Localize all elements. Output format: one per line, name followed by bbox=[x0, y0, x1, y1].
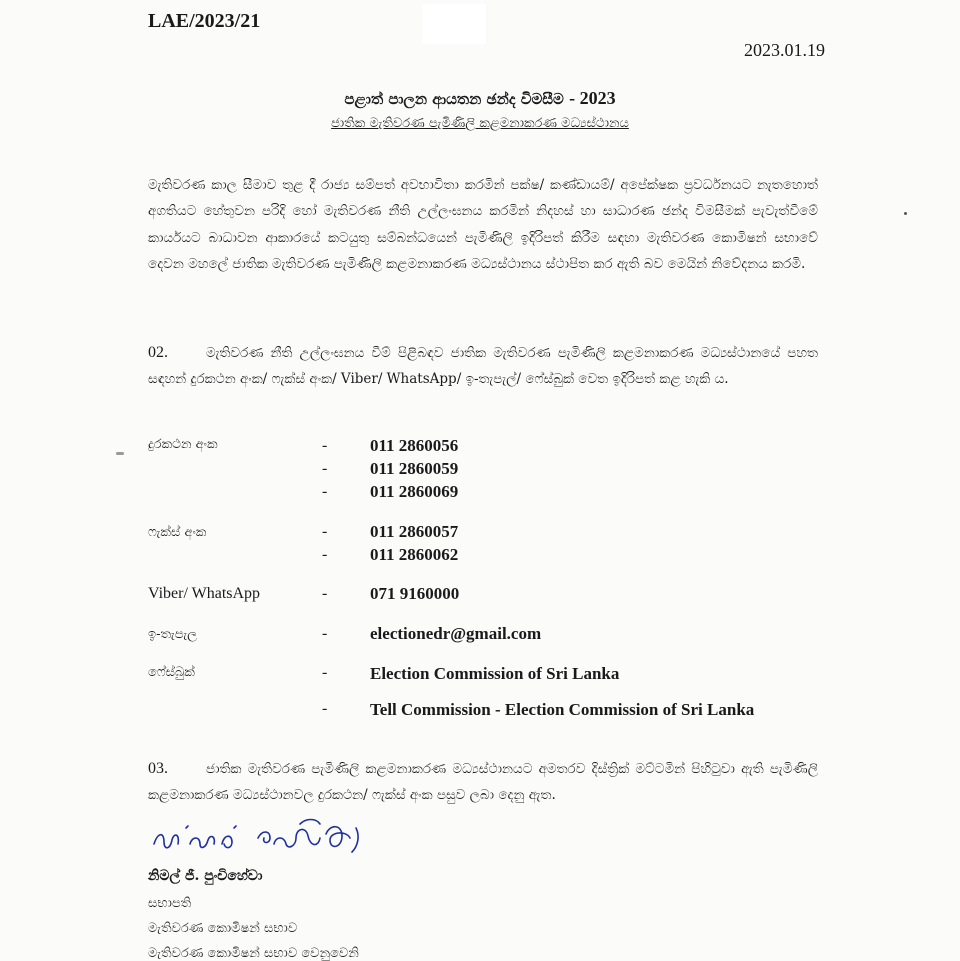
viber-label: Viber/ WhatsApp bbox=[148, 585, 261, 602]
scan-mark bbox=[116, 452, 124, 455]
title-text: පළාත් පාලන ආයතන ඡන්ද විමසීම bbox=[344, 90, 564, 108]
handwritten-signature bbox=[150, 814, 370, 860]
dash: - bbox=[322, 483, 328, 500]
fax-label: ෆැක්ස් අංක bbox=[148, 525, 207, 540]
dash: - bbox=[322, 546, 328, 563]
signatory-name: නිමල් ජී. පුංචිහේවා bbox=[148, 868, 263, 884]
phone-number: 011 2860059 bbox=[370, 459, 459, 478]
signatory-title: මැතිවරණ කොමිෂන් සභාව bbox=[148, 921, 298, 936]
phone-number: 011 2860056 bbox=[370, 436, 459, 455]
email-address: electionedr@gmail.com bbox=[370, 624, 542, 643]
paragraph-number: 02. bbox=[148, 344, 168, 361]
dash: - bbox=[322, 460, 328, 477]
title-year: - 2023 bbox=[569, 88, 616, 108]
facebook-page: Election Commission of Sri Lanka bbox=[370, 664, 620, 683]
dash: - bbox=[322, 585, 328, 602]
dash: - bbox=[322, 625, 328, 642]
facebook-page: Tell Commission - Election Commission of Sri Lanka bbox=[370, 700, 755, 719]
email-label: ඉ-තැපැල bbox=[148, 627, 198, 642]
paragraph-3 bbox=[148, 756, 818, 809]
fax-number: 011 2860062 bbox=[370, 545, 459, 564]
paragraph-3-text: ජාතික මැතිවරණ පැමිණිලි කළමනාකරණ මධ්‍යස්ථානයට අමතරව දිස්ත්‍රික් මට්ටමින් පිහිටුවා ඇති පැමිණිලි කළමනාකරණ මධ්‍යස්ථානවල දුරකථන/ ෆැක්ස් අංක පසුව ලබා දෙනු ඇත. bbox=[148, 761, 818, 804]
facebook-label: ෆේස්බුක් bbox=[148, 665, 195, 680]
paragraph-number: 03. bbox=[148, 760, 168, 777]
paragraph-2-text: මැතිවරණ නීති උල්ලංඝනය වීම් පිළිබඳව ජාතික මැතිවරණ පැමිණිලි කළමනාකරණ මධ්‍යස්ථානයේ පහත සඳහන් දුරකථන අංක/ ෆැක්ස් අංක/ Viber/ WhatsApp/ ඉ-තැපැල්/ ෆේස්බුක් වෙත ඉදිරිපත් කළ හැකි ය. bbox=[148, 345, 818, 388]
fax-number: 011 2860057 bbox=[370, 522, 459, 541]
phone-label: දුරකථන අංක bbox=[148, 437, 218, 452]
signatory-title: සභාපති bbox=[148, 896, 192, 911]
letter-date: 2023.01.19 bbox=[744, 40, 825, 60]
dash: - bbox=[322, 437, 328, 454]
dash: - bbox=[322, 664, 328, 681]
phone-number: 011 2860069 bbox=[370, 482, 459, 501]
dash: - bbox=[322, 700, 328, 717]
paragraph-2 bbox=[148, 340, 818, 393]
viber-number: 071 9160000 bbox=[370, 584, 460, 603]
document-subtitle: ජාතික මැතිවරණ පැමිණිලි කළමනාකරණ මධ්‍යස්ථානය bbox=[331, 116, 629, 131]
signatory-title: මැතිවරණ කොමිෂන් සභාව වෙනුවෙනි bbox=[148, 946, 359, 961]
dash: - bbox=[322, 523, 328, 540]
redaction-box bbox=[422, 4, 486, 44]
document-title bbox=[0, 88, 960, 109]
paragraph-1: මැතිවරණ කාල සීමාව තුළ දී රාජ්‍ය සම්පත් අවභාවිතා කරමින් පක්ෂ/ කණ්ඩායම්/ අපේක්ෂක ප්‍රවර්ධනයට නැතහොත් අගතියට හේතුවන පරිදි හෝ මැතිවරණ නීති උල්ලංඝනය කරමින් නිදහස් හා සාධාරණ ඡන්ද විමසීමක් පැවැත්වීමේ කාර්යයට බාධාවන ආකාරයේ කටයුතු සම්බන්ධයෙන් පැමිණිලි ඉදිරිපත් කිරීම සඳහා මැතිවරණ කොමිෂන් සභාවේ දෙවන මහලේ ජාතික මැතිවරණ පැමිණිලි කළමනාකරණ මධ්‍යස්ථානය ස්ථාපිත කර ඇති බව මෙයින් නිවේදනය කරමි. bbox=[148, 177, 818, 272]
reference-number: LAE/2023/21 bbox=[148, 10, 261, 32]
scan-dot bbox=[904, 212, 907, 215]
